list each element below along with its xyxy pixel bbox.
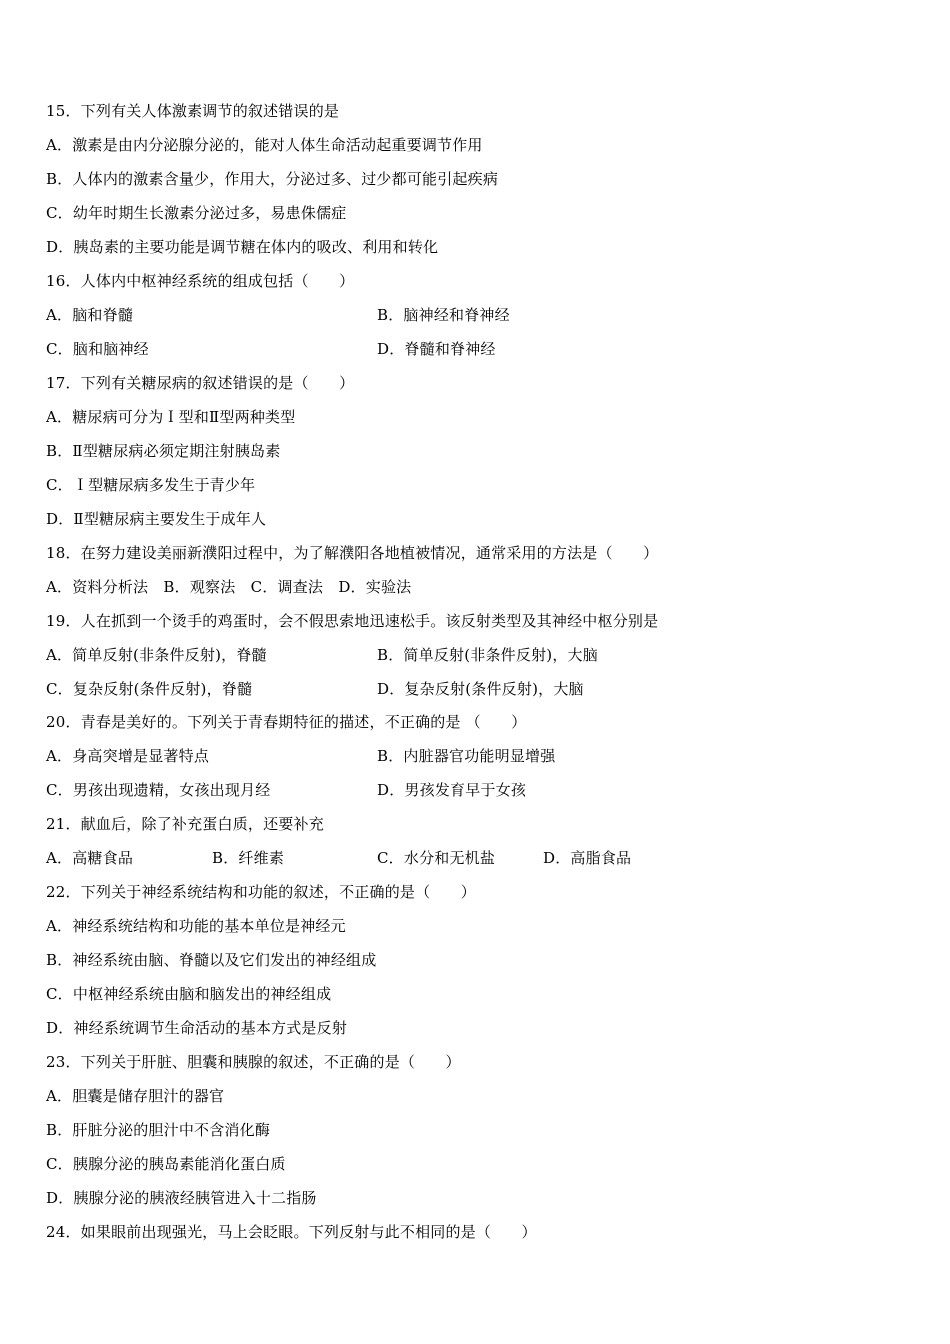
q19-option-d: D．复杂反射(条件反射)，大脑 [377,680,584,698]
q17-option-b: B．Ⅱ型糖尿病必须定期注射胰岛素 [46,442,281,460]
q20-option-a: A．身高突增是显著特点 [46,747,210,765]
q23-option-a: A．胆囊是储存胆汁的器官 [46,1087,225,1105]
q19-stem: 19．人在抓到一个烫手的鸡蛋时，会不假思索地迅速松手。该反射类型及其神经中枢分别是 [46,612,659,630]
q23-option-d: D．胰腺分泌的胰液经胰管进入十二指肠 [46,1189,317,1207]
q20-option-b: B．内脏器官功能明显增强 [377,747,556,765]
q22-stem: 22．下列关于神经系统结构和功能的叙述，不正确的是（ ） [46,883,476,901]
q15-stem: 15．下列有关人体激素调节的叙述错误的是 [46,102,340,120]
q20-option-d: D．男孩发育早于女孩 [377,781,527,799]
q16-option-b: B．脑神经和脊神经 [377,306,510,324]
q21-options-row [46,848,746,868]
q22-option-b: B．神经系统由脑、脊髓以及它们发出的神经组成 [46,951,377,969]
q23-stem: 23．下列关于肝脏、胆囊和胰腺的叙述，不正确的是（ ） [46,1053,461,1071]
q16-option-d: D．脊髓和脊神经 [377,340,496,358]
q24-stem: 24．如果眼前出现强光，马上会眨眼。下列反射与此不相同的是（ ） [46,1223,537,1241]
q19-option-b: B．简单反射(非条件反射)，大脑 [377,646,598,664]
q19-option-a: A．简单反射(非条件反射)，脊髓 [46,646,267,664]
q17-option-d: D．Ⅱ型糖尿病主要发生于成年人 [46,510,267,528]
q20-stem: 20．青春是美好的。下列关于青春期特征的描述，不正确的是 （ ） [46,713,527,731]
q20-option-c: C．男孩出现遗精，女孩出现月经 [46,781,271,799]
q17-option-c: C．Ｉ型糖尿病多发生于青少年 [46,476,256,494]
q15-option-c: C．幼年时期生长激素分泌过多，易患侏儒症 [46,204,347,222]
q21-option-a: A．高糖食品 [46,849,134,867]
q22-option-c: C．中枢神经系统由脑和脑发出的神经组成 [46,985,332,1003]
q18-options: A．资料分析法 B．观察法 C．调查法 D．实验法 [46,578,412,596]
q15-option-a: A．激素是由内分泌腺分泌的，能对人体生命活动起重要调节作用 [46,136,483,154]
q16-option-a: A．脑和脊髓 [46,306,134,324]
q21-option-d: D．高脂食品 [543,849,632,867]
q17-stem: 17．下列有关糖尿病的叙述错误的是（ ） [46,374,355,392]
q21-stem: 21．献血后，除了补充蛋白质，还要补充 [46,815,324,833]
q21-option-b: B．纤维素 [212,849,285,867]
q23-option-b: B．肝脏分泌的胆汁中不含消化酶 [46,1121,271,1139]
q15-option-b: B．人体内的激素含量少，作用大，分泌过多、过少都可能引起疾病 [46,170,499,188]
q16-stem: 16．人体内中枢神经系统的组成包括（ ） [46,272,355,290]
q21-option-c: C．水分和无机盐 [377,849,496,867]
q17-option-a: A．糖尿病可分为Ｉ型和Ⅱ型两种类型 [46,408,296,426]
q23-option-c: C．胰腺分泌的胰岛素能消化蛋白质 [46,1155,286,1173]
q22-option-a: A．神经系统结构和功能的基本单位是神经元 [46,917,346,935]
q19-option-c: C．复杂反射(条件反射)，脊髓 [46,680,253,698]
q15-option-d: D．胰岛素的主要功能是调节糖在体内的吸改、利用和转化 [46,238,439,256]
q16-option-c: C．脑和脑神经 [46,340,149,358]
q22-option-d: D．神经系统调节生命活动的基本方式是反射 [46,1019,348,1037]
q18-stem: 18．在努力建设美丽新濮阳过程中，为了解濮阳各地植被情况，通常采用的方法是（ ） [46,544,659,562]
